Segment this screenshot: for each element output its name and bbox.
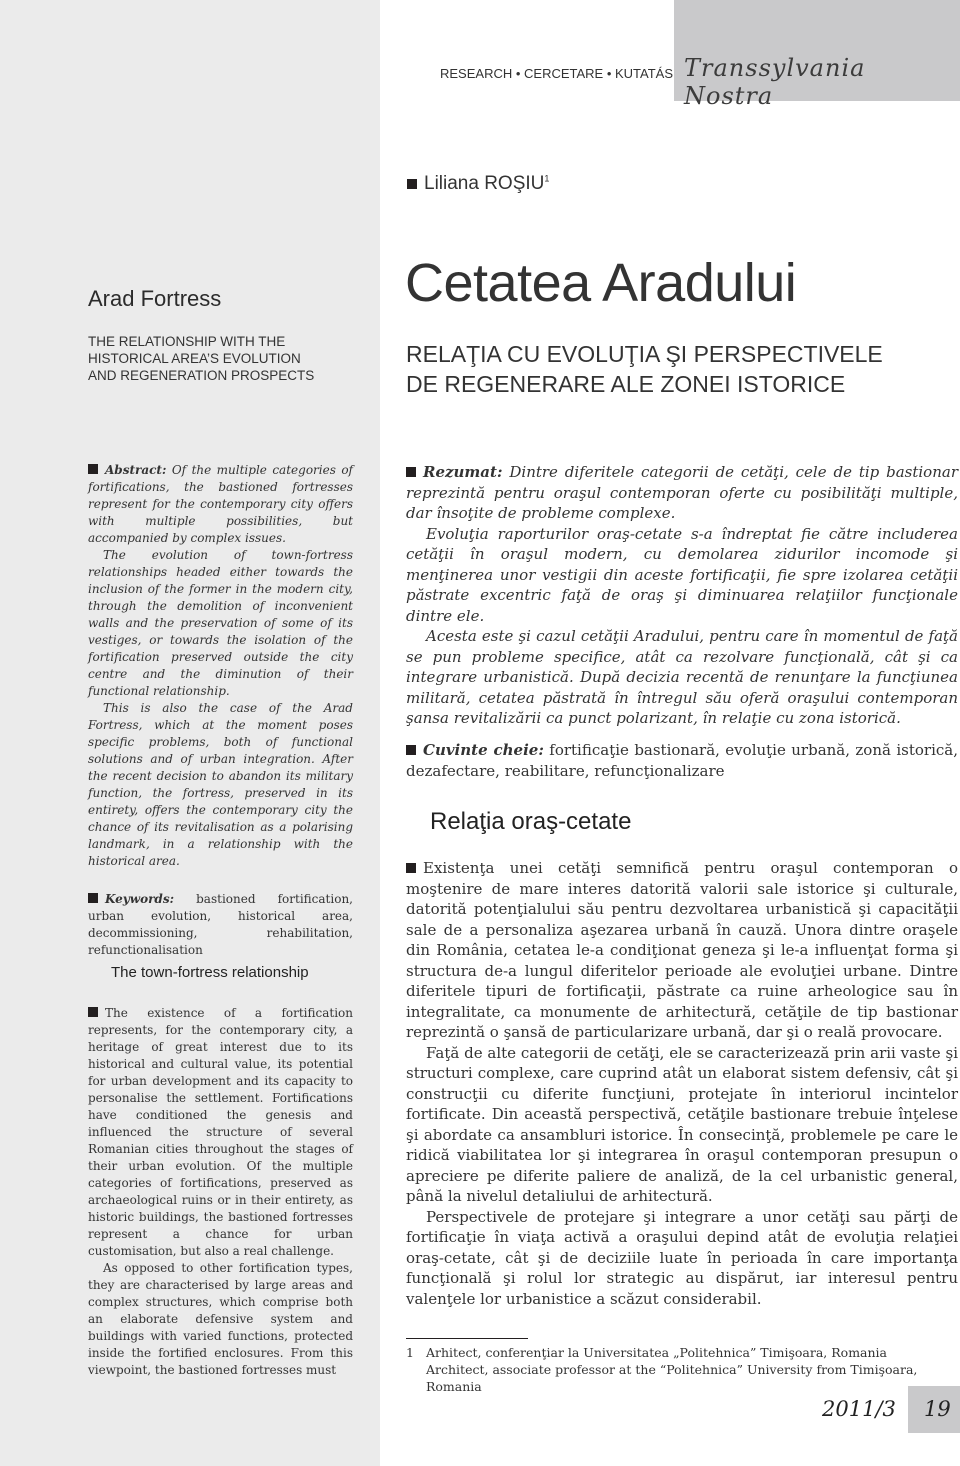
romanian-keywords-text: fortificaţie bastionară, evoluţie urbană, zonă istorică, dezafectare, reabilitare, refuncţionalizare	[406, 741, 958, 780]
footnote-line-1: Arhitect, conferenţiar la Universitatea „Politehnica” Timişoara, Romania	[426, 1345, 887, 1360]
english-keywords-label: Keywords:	[105, 892, 175, 906]
author-name	[407, 173, 549, 195]
english-subtitle-line: THE RELATIONSHIP WITH THE	[88, 334, 286, 349]
english-body-p1: The existence of a fortification represents, for the contemporary city, a heritage of great interest due to its historical and cultural value, its potential for urban development and its capacity to personalise the settlement. Fortifications have conditioned the genesis and influenced the structure of several Romanian cities throughout the stages of their urban evolution. Of the multiple categories of fortifications, preserved as archaeological ruins or in their entirety, as historic buildings, the bastioned fortresses represent a chance for urban customisation, but also a real challenge.	[88, 1006, 353, 1258]
english-abstract-p2: The evolution of town-fortress relationships headed either towards the inclusion of the former in the modern city, through the demolition of inconvenient walls and the preservation of some of its vestiges, or towards the isolation of the fortification preserved outside the city centre and the diminution of their functional relationship.	[88, 548, 353, 698]
journal-title: Transsylvania Nostra	[684, 54, 866, 110]
square-bullet-icon	[406, 863, 416, 873]
romanian-subtitle-line: DE REGENERARE ALE ZONEI ISTORICE	[406, 371, 846, 397]
romanian-abstract-p1: Rezumat: Dintre diferitele categorii de cetăţi, cele de tip bastionar reprezintă pentru oraşul contemporan oferte cu posibilităţi multiple, dar însoţite de probleme complexe.	[406, 463, 958, 522]
english-subtitle	[88, 333, 358, 384]
romanian-abstract	[406, 462, 958, 729]
square-bullet-icon	[88, 893, 98, 903]
romanian-body-p1: Existenţa unei cetăţi semnifică pentru oraşul contemporan o moştenire de mare interes datorită valorii sale istorice şi culturale, datorită potenţialului său pentru dezvoltarea urbanistică şi capacităţii sale de a personaliza aşezarea urbană în cauză. Unora dintre oraşele din România, cetatea le-a condiţionat geneza şi le-a influenţat forma şi structura de-a lungul diferitelor perioade ale evoluţiei urbane. Dintre diferitele tipuri de fortificaţii, păstrate ca ruine arheologice sau în integralitate, ca monumente de arhitectură, cetăţile de tip bastionar reprezintă o şansă de particularizare urbană, dar şi o reală provocare.	[406, 859, 958, 1041]
english-abstract-p1: Abstract: Of the multiple categories of fortifications, the bastioned fortresses represent for the contemporary city offers with multiple possibilities, but accompanied by complex issues.	[88, 463, 353, 545]
romanian-body-p2: Faţă de alte categorii de cetăţi, ele se caracterizează prin arii vaste şi structuri complexe, care cuprind atât un elaborat sistem defensiv, cât şi construcţii cu diferite funcţiuni, protejate în interiorul incintelor fortificate. Din această perspectivă, cetăţile bastionare trebuie înţelese şi abordate ca ansambluri istorice. În consecinţă, problemele pe care le ridică viabilitatea lor şi integrarea în oraşul contemporan presupun o apreciere pe diferite paliere de analiză, de la cel urbanistic general, până la nivelul detaliului de arhitectură.	[406, 1043, 958, 1205]
square-bullet-icon	[88, 464, 98, 474]
square-bullet-icon	[407, 179, 417, 189]
square-bullet-icon	[88, 1007, 98, 1017]
romanian-keywords	[406, 740, 958, 781]
english-body	[88, 1005, 353, 1379]
author-name-text: Liliana ROŞIU	[424, 173, 545, 194]
romanian-abstract-p2: Evoluţia raporturilor oraş-cetate s-a îndreptat fie către includerea cetăţii în oraşul modern, cu demolarea zidurilor incomode şi menţinerea unor vestigii din aceste fortificaţii, fie spre izolarea cetăţii păstrate excentric faţă de oraş şi diminuarea relaţiilor funcţionale dintre ele.	[406, 524, 958, 625]
english-section-heading: The town-fortress relationship	[111, 964, 309, 981]
romanian-keywords-label: Cuvinte cheie:	[423, 741, 544, 759]
footnote	[406, 1344, 958, 1395]
romanian-abstract-label: Rezumat:	[423, 463, 503, 481]
english-title: Arad Fortress	[88, 286, 222, 311]
footnote-line-2: Architect, associate professor at the “Politehnica” University from Timişoara, Romania	[426, 1362, 918, 1394]
english-keywords-text: bastioned fortification, urban evolution, historical area, decommissioning, rehabilitation, refunctionalisation	[88, 892, 353, 957]
romanian-body	[406, 858, 958, 1309]
english-subtitle-line: AND REGENERATION PROSPECTS	[88, 368, 315, 383]
romanian-subtitle-line: RELAŢIA CU EVOLUŢIA ŞI PERSPECTIVELE	[406, 341, 883, 367]
romanian-subtitle	[406, 339, 883, 399]
author-footnote-mark: 1	[544, 173, 550, 184]
footnote-number: 1	[406, 1345, 414, 1360]
romanian-abstract-p3: Acesta este şi cazul cetăţii Aradului, pentru care în momentul de faţă se pun probleme specifice, atât ca rezolvare funcţională, cât şi ca integrare urbanistică. După decizia recentă de renunţare la funcţiunea militară, cetatea păstrată în întregul său oferă oraşului contemporan şansa revitalizării ca punct polarizant, în relaţie cu zona istorică.	[406, 627, 958, 727]
square-bullet-icon	[406, 467, 416, 477]
footnote-rule	[406, 1338, 528, 1339]
page-number: 19	[924, 1397, 951, 1421]
romanian-body-p3: Perspectivele de protejare şi integrare a unor cetăţi sau părţi de fortificaţie în viaţa activă a oraşului depind atât de evoluţia relaţiei oraş-cetate, cât şi de deciziile luate în perioada în care importanţa funcţională şi rolul lor strategic au dispărut, iar interesul pentru valenţele lor urbanistice a scăzut considerabil.	[406, 1207, 958, 1308]
english-subtitle-line: HISTORICAL AREA’S EVOLUTION	[88, 351, 301, 366]
english-abstract	[88, 462, 353, 870]
english-keywords	[88, 891, 353, 959]
english-body-p2: As opposed to other fortification types, they are characterised by large areas and complex structures, which comprise both an elaborate defensive system and buildings with varied functions, protected inside the fortified enclosures. From this viewpoint, the bastioned fortresses must	[88, 1261, 353, 1377]
square-bullet-icon	[406, 745, 416, 755]
romanian-section-heading: Relaţia oraş-cetate	[430, 808, 632, 835]
romanian-title: Cetatea Aradului	[405, 253, 797, 313]
english-abstract-label: Abstract:	[105, 463, 167, 477]
series-label: RESEARCH • CERCETARE • KUTATÁS	[440, 66, 674, 81]
english-abstract-p3: This is also the case of the Arad Fortress, which at the moment poses specific problems, both of functional solutions and of urban integration. After the recent decision to abandon its military function, the fortress, preserved in its entirety, offers the contemporary city the chance of its revitalisation as a polarising landmark, in a relationship with the historical area.	[88, 701, 353, 868]
issue-label: 2011/3	[822, 1397, 896, 1421]
